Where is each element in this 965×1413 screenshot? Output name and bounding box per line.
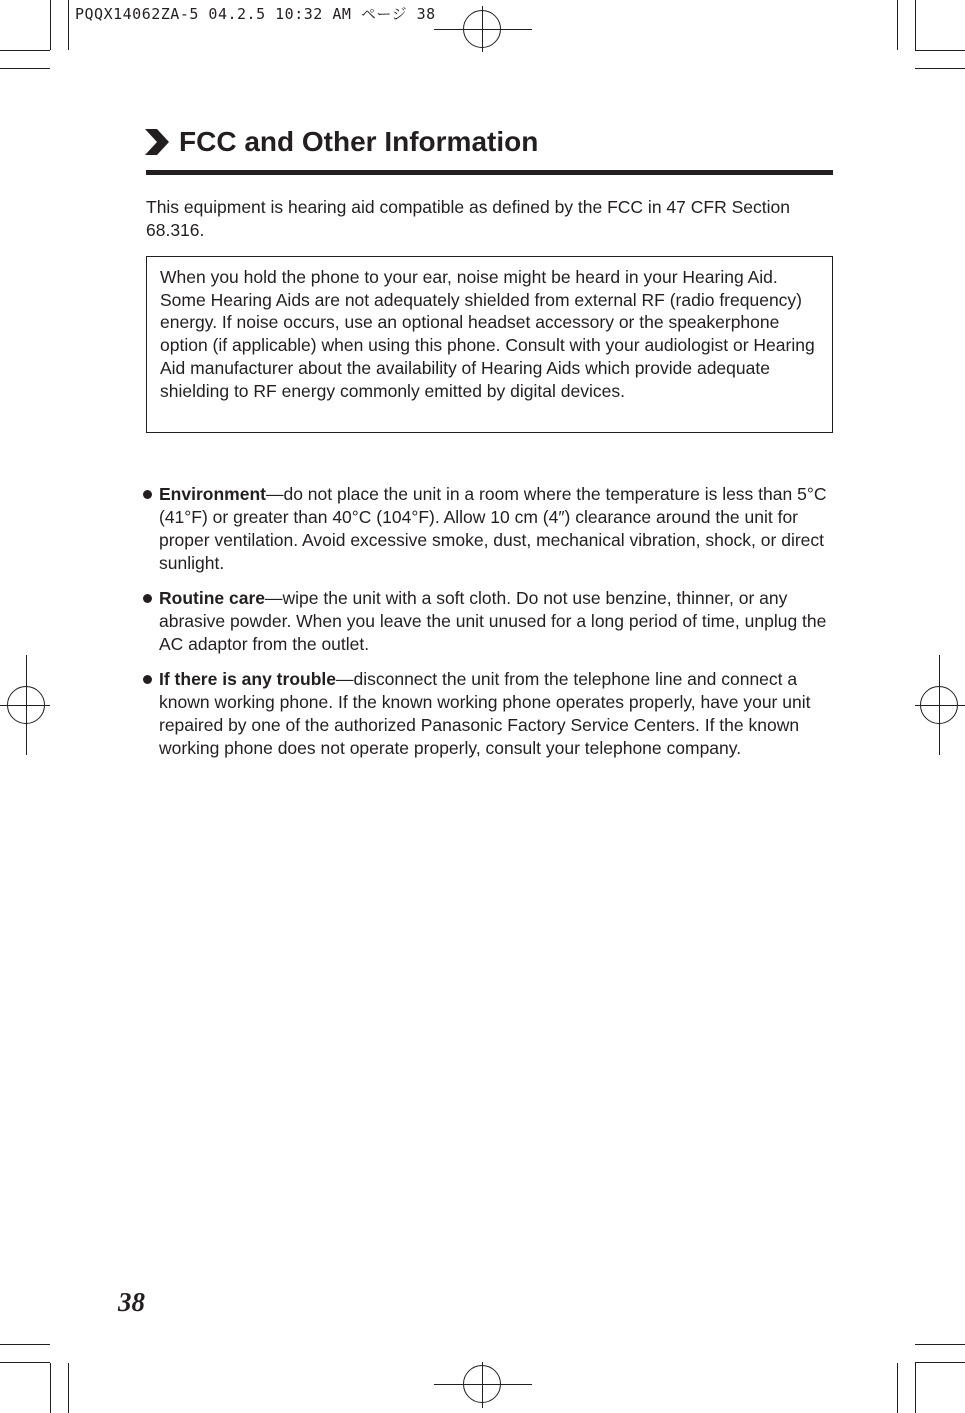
bullet-text: —do not place the unit in a room where the temperature is less than 5°C (41°F) or greater than 40°C (104°F). Allow 10 cm (4″) clearance around the unit for proper ventilation. Avoid excessive smoke, dust, mechanical vibration, shock, or direct sunlight. (159, 484, 827, 573)
bullet-label: If there is any trouble (159, 669, 336, 689)
section-header (143, 124, 538, 160)
hearing-aid-notice-box (146, 256, 833, 433)
bullet-text: —disconnect the unit from the telephone line and connect a known working phone. If the known working phone operates properly, have your unit repaired by one of the authorized Panasonic Factory Service Centers. If the known working phone does not operate properly, consult your telephone company. (159, 669, 811, 758)
list-item-routine-care (140, 587, 840, 656)
page-number: 38 (118, 1287, 145, 1317)
bullet-label: Environment (159, 484, 266, 504)
list-item-trouble (140, 668, 840, 760)
bullet-icon (143, 594, 152, 603)
print-slug: PQQX14062ZA-5 04.2.5 10:32 AM ページ 38 (75, 5, 436, 23)
page-title: FCC and Other Information (179, 126, 539, 157)
notice-text: When you hold the phone to your ear, noise might be heard in your Hearing Aid. Some Hearing Aids are not adequately shielded from external RF (radio frequency) energy. If noise occurs, use an optional headset accessory or the speakerphone option (if applicable) when using this phone. Consult with your audiologist or Hearing Aid manufacturer about the availability of Hearing Aids which provide adequate shielding to RF energy commonly emitted by digital devices. (160, 267, 815, 401)
bullet-icon (143, 675, 152, 684)
bullet-label: Routine care (159, 588, 265, 608)
arrow-right-icon (143, 127, 171, 157)
care-instructions-list (140, 483, 840, 772)
title-divider (146, 170, 833, 175)
bullet-text: —wipe the unit with a soft cloth. Do not use benzine, thinner, or any abrasive powder. When you leave the unit unused for a long period of time, unplug the AC adaptor from the outlet. (159, 588, 827, 654)
bullet-icon (143, 490, 152, 499)
list-item-environment (140, 483, 840, 575)
intro-paragraph: This equipment is hearing aid compatible as defined by the FCC in 47 CFR Section 68.316. (146, 197, 790, 240)
